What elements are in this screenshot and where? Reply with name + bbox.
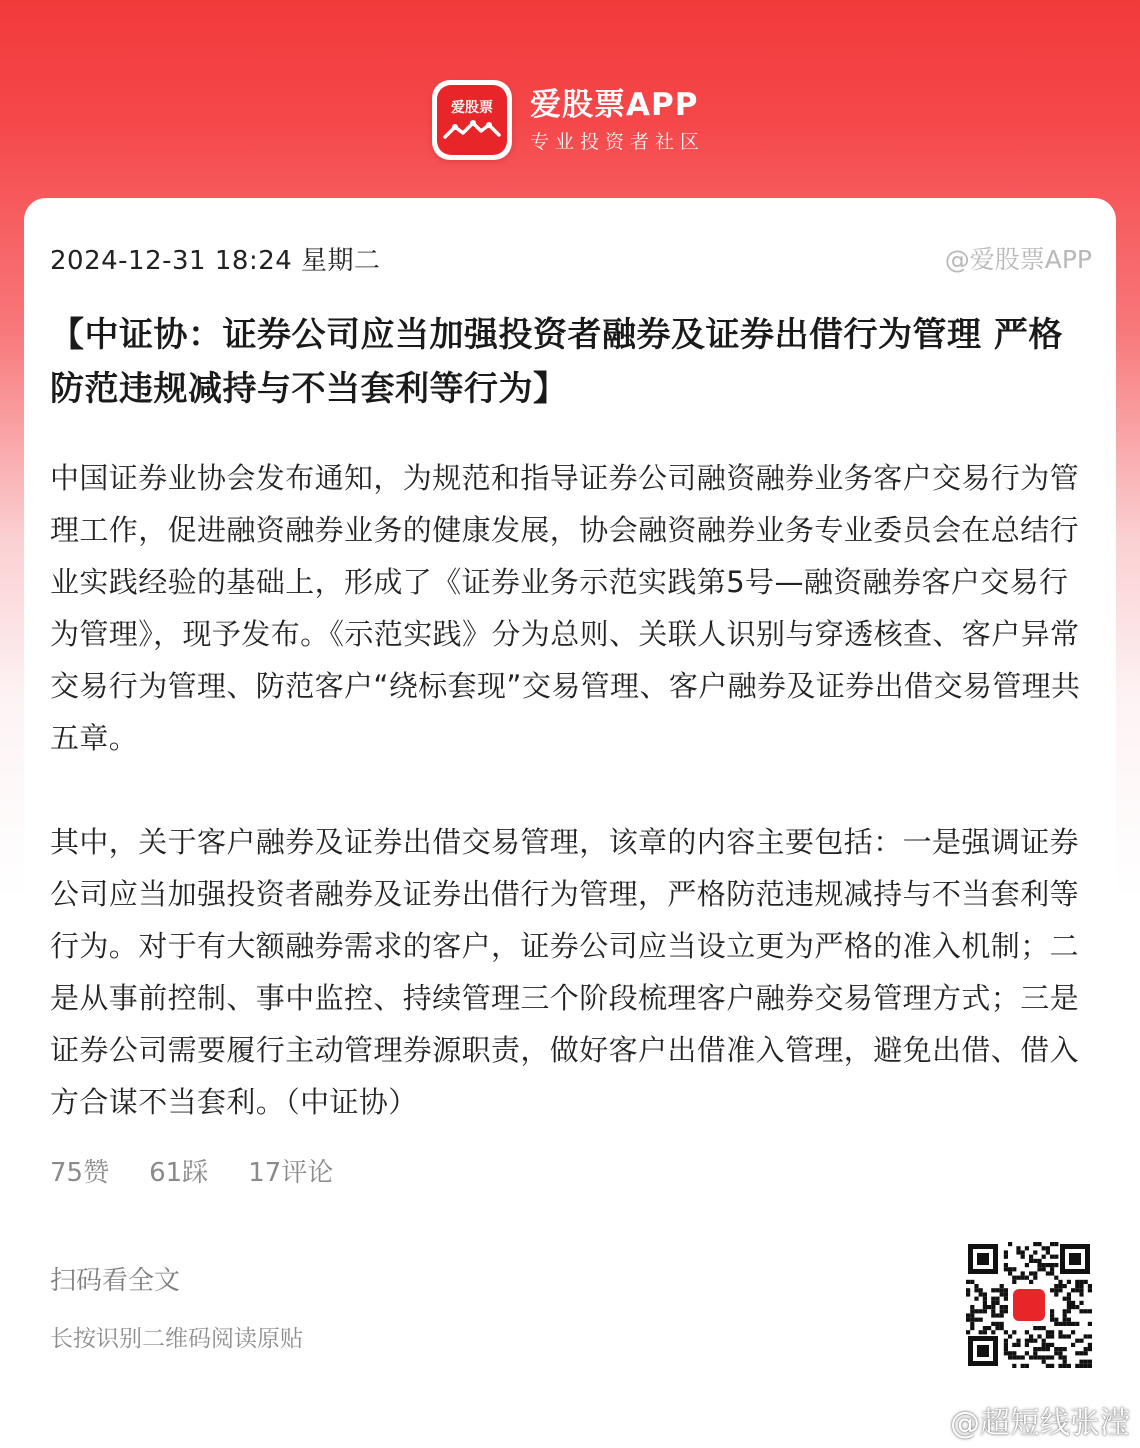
qr-code-icon[interactable] (966, 1242, 1092, 1368)
app-logo-text: 爱股票 (451, 100, 493, 116)
stock-line-icon (443, 119, 501, 143)
post-meta (50, 238, 1092, 278)
post-headline: 【中证协：证券公司应当加强投资者融券及证券出借行为管理 严格防范违规减持与不当套利等行为】 (50, 315, 1063, 409)
dislikes-count[interactable]: 61踩 (149, 1158, 209, 1188)
post-datetime: 2024-12-31 18:24 星期二 (50, 245, 381, 276)
app-logo (432, 80, 512, 160)
post-stats (50, 1152, 373, 1189)
scan-subtitle: 长按识别二维码阅读原贴 (50, 1326, 303, 1352)
watermark-text: @超短线张滢 (950, 1406, 1130, 1441)
brand-text (530, 86, 705, 154)
scan-title: 扫码看全文 (50, 1266, 181, 1296)
comments-count[interactable]: 17评论 (248, 1158, 334, 1188)
app-logo-icon (437, 85, 507, 155)
brand-name: 爱股票APP (530, 87, 699, 123)
post-handle: @爱股票APP (944, 245, 1092, 274)
brand-slogan: 专业投资者社区 (530, 131, 706, 153)
weibo-watermark (910, 1398, 1130, 1442)
weibo-icon (910, 1406, 944, 1434)
post-paragraph: 中国证券业协会发布通知，为规范和指导证券公司融资融券业务客户交易行为管理工作，促进融资融券业务的健康发展，协会融资融券业务专业委员会在总结行业实践经验的基础上，形成了《证券业务示范实践第5号—融资融券客户交易行为管理》，现予发布。《示范实践》分为总则、关联人识别与穿透核查、客户异常交易行为管理、防范客户“绕标套现”交易管理、客户融券及证券出借交易管理共五章。 (50, 461, 1081, 755)
brand-header (432, 80, 705, 160)
likes-count[interactable]: 75赞 (50, 1158, 110, 1188)
post-card (24, 198, 1116, 1408)
qr-center-logo (1010, 1286, 1048, 1324)
post-paragraph: 其中，关于客户融券及证券出借交易管理，该章的内容主要包括：一是强调证券公司应当加强投资者融券及证券出借行为管理，严格防范违规减持与不当套利等行为。对于有大额融券需求的客户，证券公司应当设立更为严格的准入机制；二是从事前控制、事中监控、持续管理三个阶段梳理客户融券交易管理方式；三是证券公司需要履行主动管理券源职责，做好客户出借准入管理，避免出借、借入方合谋不当套利。（中证协） (50, 825, 1080, 1119)
